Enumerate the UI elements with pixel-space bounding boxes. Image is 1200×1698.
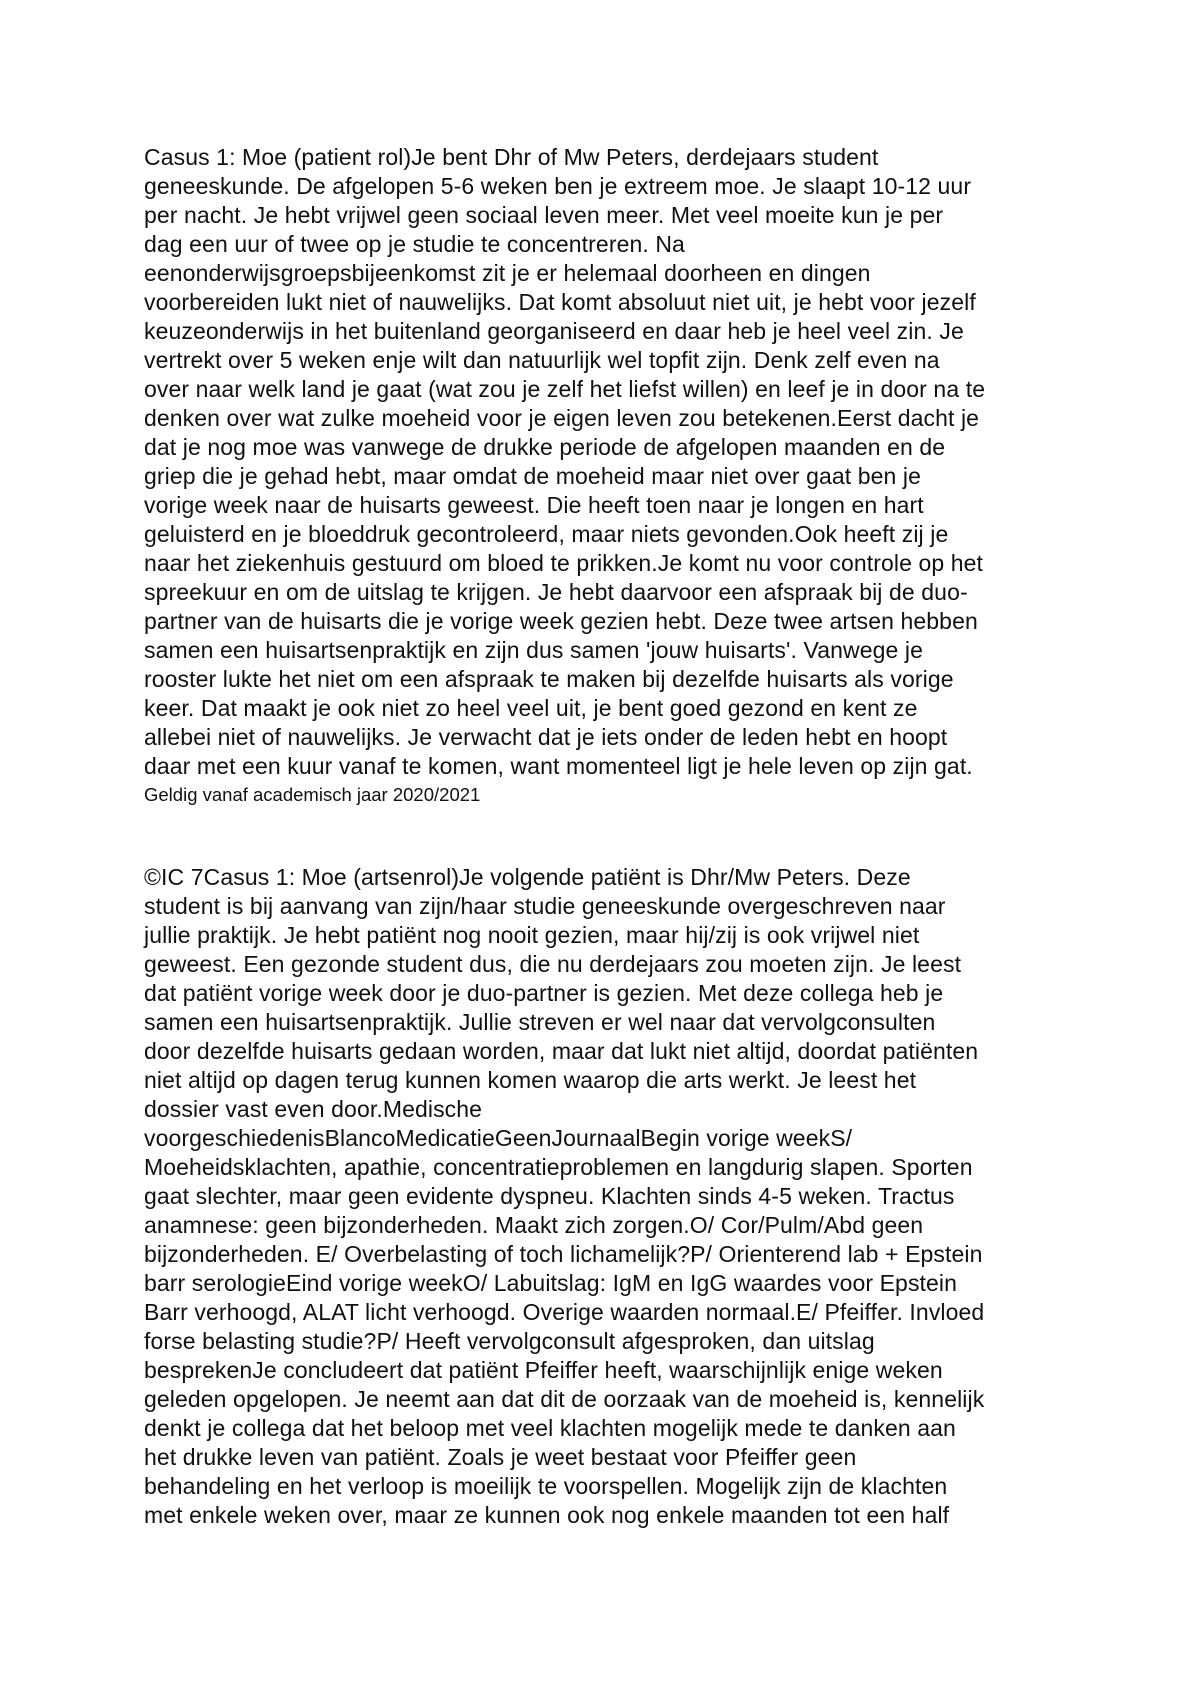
text-line: vorige week naar de huisarts geweest. Die heeft toen naar je longen en hart (144, 492, 924, 518)
text-line: niet altijd op dagen terug kunnen komen waarop die arts werkt. Je leest het (144, 1067, 917, 1093)
text-line: eenonderwijsgroepsbijeenkomst zit je er helemaal doorheen en dingen (144, 260, 871, 286)
text-line: daar met een kuur vanaf te komen, want momenteel ligt je hele leven op zijn gat. (144, 753, 973, 779)
text-line: keer. Dat maakt je ook niet zo heel veel uit, je bent goed gezond en kent ze (144, 695, 918, 721)
text-line: Casus 1: Moe (patient rol)Je bent Dhr of Mw Peters, derdejaars student (144, 144, 879, 170)
text-line: over naar welk land je gaat (wat zou je zelf het liefst willen) en leef je in door na te (144, 376, 986, 402)
text-line: het drukke leven van patiënt. Zoals je weet bestaat voor Pfeiffer geen (144, 1444, 857, 1470)
text-line: ©IC 7Casus 1: Moe (artsenrol)Je volgende patiënt is Dhr/Mw Peters. Deze (144, 864, 911, 890)
text-line: met enkele weken over, maar ze kunnen ook nog enkele maanden tot een half (144, 1502, 950, 1528)
text-line: behandeling en het verloop is moeilijk te voorspellen. Mogelijk zijn de klachten (144, 1473, 948, 1499)
text-line: besprekenJe concludeert dat patiënt Pfeiffer heeft, waarschijnlijk enige weken (144, 1357, 943, 1383)
text-line: dag een uur of twee op je studie te concentreren. Na (144, 231, 685, 257)
text-line: geluisterd en je bloeddruk gecontroleerd, maar niets gevonden.Ook heeft zij je (144, 521, 949, 547)
text-line: door dezelfde huisarts gedaan worden, maar dat lukt niet altijd, doordat patiënten (144, 1038, 979, 1064)
text-line: samen een huisartsenpraktijk en zijn dus samen 'jouw huisarts'. Vanwege je (144, 637, 923, 663)
text-line: keuzeonderwijs in het buitenland georganiseerd en daar heb je heel veel zin. Je (144, 318, 964, 344)
text-line: per nacht. Je hebt vrijwel geen sociaal leven meer. Met veel moeite kun je per (144, 202, 944, 228)
text-line: geweest. Een gezonde student dus, die nu derdejaars zou moeten zijn. Je leest (144, 951, 962, 977)
text-line: jullie praktijk. Je hebt patiënt nog nooit gezien, maar hij/zij is ook vrijwel niet (144, 922, 920, 948)
text-line: bijzonderheden. E/ Overbelasting of toch lichamelijk?P/ Orienterend lab + Epstein (144, 1241, 983, 1267)
text-line: denken over wat zulke moeheid voor je eigen leven zou betekenen.Eerst dacht je (144, 405, 980, 431)
text-line: dat patiënt vorige week door je duo-partner is gezien. Met deze collega heb je (144, 980, 944, 1006)
text-line: griep die je gehad hebt, maar omdat de moeheid maar niet over gaat ben je (144, 463, 922, 489)
text-line: geleden opgelopen. Je neemt aan dat dit de oorzaak van de moeheid is, kennelijk (144, 1386, 985, 1412)
validity-footer: Geldig vanaf academisch jaar 2020/2021 (144, 784, 481, 805)
text-line: samen een huisartsenpraktijk. Jullie streven er wel naar dat vervolgconsulten (144, 1009, 936, 1035)
text-line: rooster lukte het niet om een afspraak te maken bij dezelfde huisarts als vorige (144, 666, 954, 692)
text-line: forse belasting studie?P/ Heeft vervolgconsult afgesproken, dan uitslag (144, 1328, 875, 1354)
text-line: barr serologieEind vorige weekO/ Labuitslag: IgM en IgG waardes voor Epstein (144, 1270, 958, 1296)
text-line: vertrekt over 5 weken enje wilt dan natuurlijk wel topfit zijn. Denk zelf even na (144, 347, 940, 373)
text-line: spreekuur en om de uitslag te krijgen. Je hebt daarvoor een afspraak bij de duo- (144, 579, 968, 605)
text-line: dossier vast even door.Medische (144, 1096, 483, 1122)
text-line: geneeskunde. De afgelopen 5-6 weken ben je extreem moe. Je slaapt 10-12 uur (144, 173, 972, 199)
text-line: dat je nog moe was vanwege de drukke periode de afgelopen maanden en de (144, 434, 946, 460)
doctor-role-section (144, 863, 1064, 1530)
text-line: denkt je collega dat het beloop met veel klachten mogelijk mede te danken aan (144, 1415, 956, 1441)
text-line: allebei niet of nauwelijks. Je verwacht dat je iets onder de leden hebt en hoopt (144, 724, 948, 750)
text-line: Barr verhoogd, ALAT licht verhoogd. Overige waarden normaal.E/ Pfeiffer. Invloed (144, 1299, 985, 1325)
text-line: voorgeschiedenisBlancoMedicatieGeenJournaalBegin vorige weekS/ (144, 1125, 853, 1151)
text-line: voorbereiden lukt niet of nauwelijks. Dat komt absoluut niet uit, je hebt voor jezelf (144, 289, 976, 315)
text-line: partner van de huisarts die je vorige week gezien hebt. Deze twee artsen hebben (144, 608, 978, 634)
text-line: student is bij aanvang van zijn/haar studie geneeskunde overgeschreven naar (144, 893, 946, 919)
text-line: anamnese: geen bijzonderheden. Maakt zich zorgen.O/ Cor/Pulm/Abd geen (144, 1212, 924, 1238)
text-line: Moeheidsklachten, apathie, concentratieproblemen en langdurig slapen. Sporten (144, 1154, 973, 1180)
text-line: naar het ziekenhuis gestuurd om bloed te prikken.Je komt nu voor controle op het (144, 550, 984, 576)
text-line: gaat slechter, maar geen evidente dyspneu. Klachten sinds 4-5 weken. Tractus (144, 1183, 955, 1209)
patient-role-section (144, 143, 1064, 807)
